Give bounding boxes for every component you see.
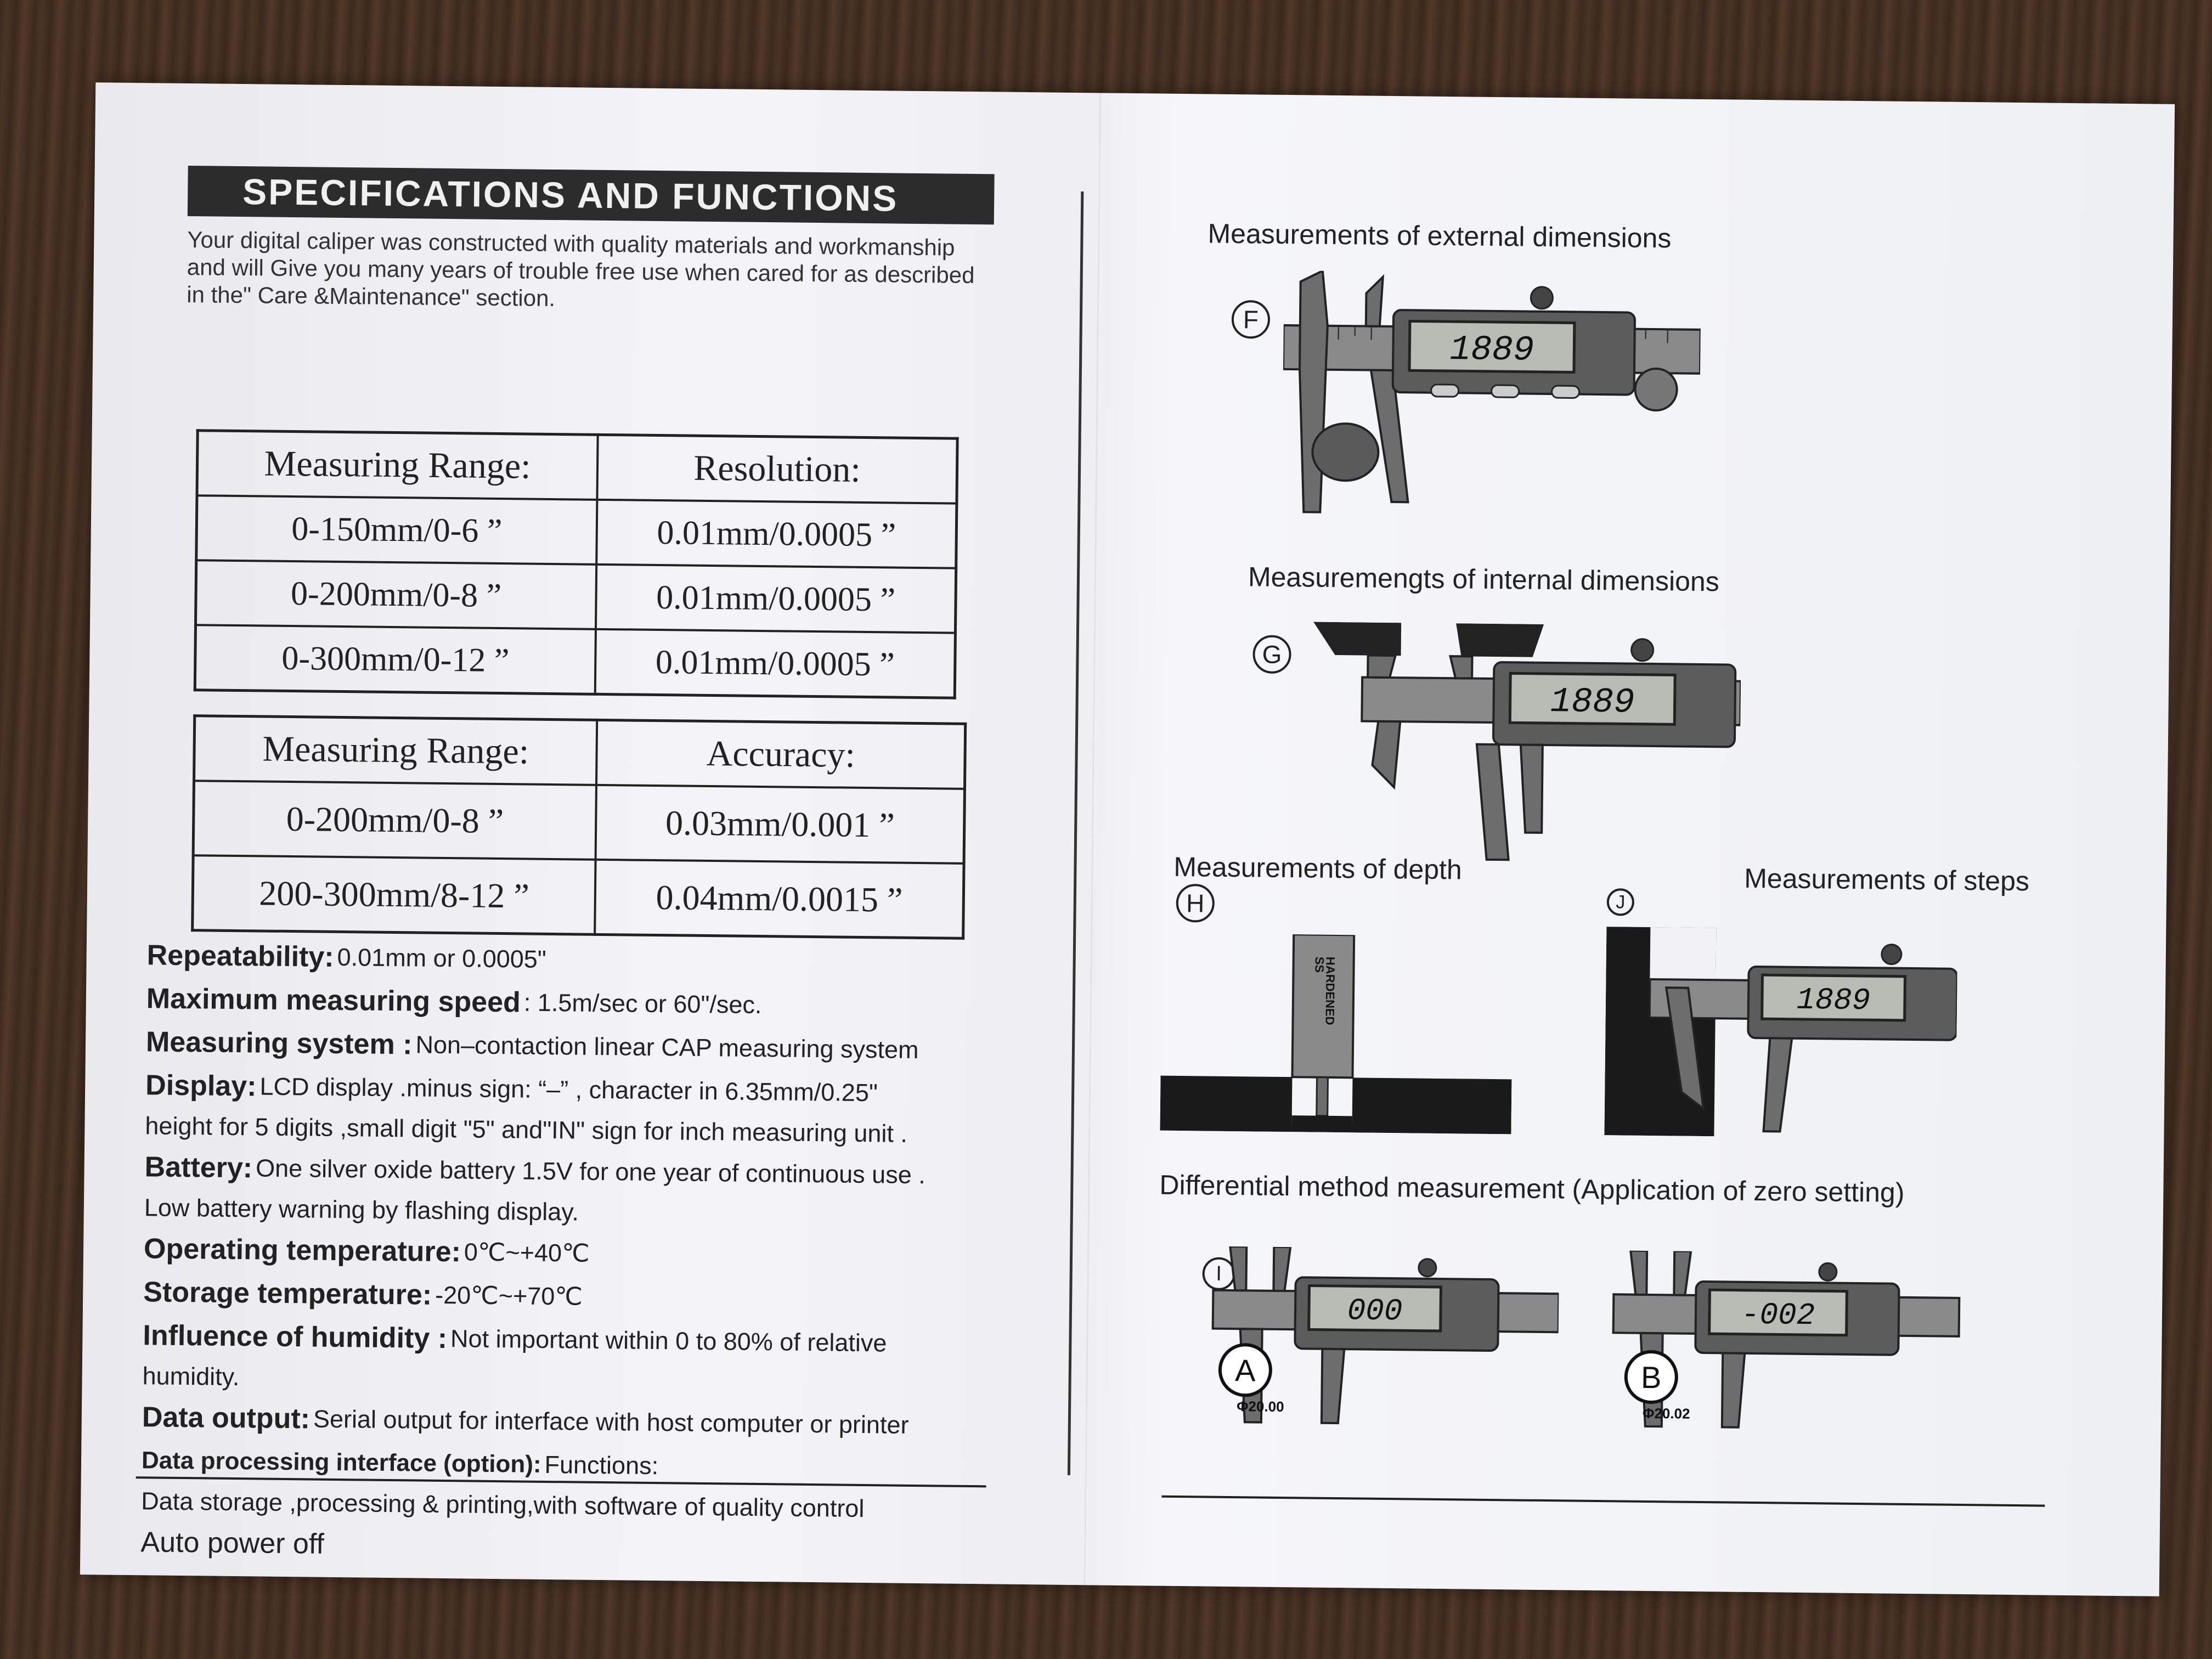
col-header-range: Measuring Range: bbox=[194, 716, 597, 785]
marker-h: H bbox=[1176, 884, 1215, 923]
circle-letter-a: A bbox=[1234, 1353, 1256, 1388]
spec-label: Data output: bbox=[142, 1401, 311, 1435]
differential-b-illustration bbox=[1601, 1250, 1965, 1452]
spec-label: Measuring system : bbox=[145, 1025, 413, 1060]
table-row bbox=[193, 855, 964, 938]
internal-caliper-illustration bbox=[1311, 622, 1741, 873]
table-cell: 0.01mm/0.0005 ” bbox=[596, 500, 957, 568]
intro-text: Your digital caliper was constructed with quality materials and workmanship and will Give you many years of trouble free use when cared for as described in the" Care &Maintenance" section. bbox=[187, 226, 975, 312]
table-cell: 0.04mm/0.0015 ” bbox=[595, 860, 964, 939]
lcd-readout: 1889 bbox=[1796, 982, 1871, 1019]
spec-battery-cont: Low battery warning by flashing display. bbox=[144, 1193, 579, 1226]
spec-value: Serial output for interface with host computer or printer bbox=[313, 1404, 909, 1439]
lcd-readout: 1889 bbox=[1550, 682, 1635, 723]
spec-auto-power-off: Auto power off bbox=[140, 1526, 325, 1560]
spec-list bbox=[140, 933, 1058, 1573]
spec-label: Operating temperature: bbox=[143, 1232, 461, 1268]
dimension-a: Φ20.00 bbox=[1237, 1398, 1284, 1415]
caption-depth: Measurements of depth bbox=[1173, 851, 1463, 885]
caption-internal: Measuremengts of internal dimensions bbox=[1248, 561, 1720, 597]
paper-fold bbox=[1084, 93, 1101, 1585]
marker-g: G bbox=[1252, 635, 1291, 674]
table-cell: 0-300mm/0-12 ” bbox=[195, 625, 596, 694]
table-row bbox=[193, 781, 964, 864]
spec-value: Functions: bbox=[544, 1450, 659, 1480]
table-cell: 0.01mm/0.0005 ” bbox=[596, 565, 956, 633]
spec-value: : 1.5m/sec or 60"/sec. bbox=[523, 988, 762, 1019]
right-bottom-rule bbox=[1161, 1496, 2045, 1507]
spec-humidity-cont: humidity. bbox=[142, 1362, 240, 1391]
marker-j: J bbox=[1607, 888, 1635, 916]
spec-value: 0.01mm or 0.0005" bbox=[337, 943, 547, 973]
spec-value: Non–contaction linear CAP measuring system bbox=[415, 1030, 919, 1064]
table-cell: 0-200mm/0-8 ” bbox=[193, 781, 596, 860]
section-title: SPECIFICATIONS AND FUNCTIONS bbox=[188, 166, 995, 224]
table-row bbox=[196, 495, 957, 568]
depth-illustration bbox=[1160, 933, 1513, 1135]
table-cell: 0.03mm/0.001 ” bbox=[596, 785, 965, 864]
table-header-row bbox=[194, 716, 966, 789]
accuracy-table bbox=[191, 714, 967, 940]
table-cell: 0.01mm/0.0005 ” bbox=[595, 629, 956, 698]
table-header-row bbox=[197, 431, 957, 504]
table-row bbox=[195, 560, 956, 633]
spec-value: Not important within 0 to 80% of relative bbox=[450, 1324, 887, 1357]
block-label-top: SS bbox=[1312, 956, 1327, 973]
spec-data-processing-cont: Data storage ,processing & printing,with software of quality control bbox=[141, 1487, 865, 1523]
caption-steps: Measurements of steps bbox=[1744, 862, 2030, 897]
instruction-sheet bbox=[80, 82, 2175, 1596]
spec-label: Data processing interface (option): bbox=[141, 1446, 541, 1478]
spec-label: Storage temperature: bbox=[143, 1276, 432, 1311]
col-header-resolution: Resolution: bbox=[597, 435, 957, 503]
external-caliper-illustration bbox=[1282, 270, 1701, 527]
differential-a-illustration bbox=[1195, 1246, 1559, 1447]
marker-f: F bbox=[1232, 300, 1271, 339]
spec-value: LCD display .minus sign: “–” , character in 6.35mm/0.25" bbox=[259, 1071, 878, 1107]
block-label: HARDENED bbox=[1323, 956, 1338, 1025]
col-header-range: Measuring Range: bbox=[197, 431, 598, 500]
col-header-accuracy: Accuracy: bbox=[596, 720, 965, 789]
table-cell: 0-200mm/0-8 ” bbox=[195, 560, 596, 629]
resolution-table bbox=[194, 429, 959, 699]
lcd-readout: -002 bbox=[1741, 1297, 1815, 1334]
spec-value: 0℃~+40℃ bbox=[464, 1238, 590, 1267]
dimension-b: Φ20.02 bbox=[1642, 1404, 1690, 1422]
lcd-readout: 1889 bbox=[1449, 330, 1534, 371]
page-divider bbox=[1068, 191, 1084, 1475]
table-cell: 0-150mm/0-6 ” bbox=[196, 495, 597, 565]
table-cell: 200-300mm/8-12 ” bbox=[193, 855, 596, 934]
spec-value: -20℃~+70℃ bbox=[435, 1280, 583, 1311]
circle-letter-b: B bbox=[1640, 1359, 1662, 1395]
spec-value: One silver oxide battery 1.5V for one year of continuous use . bbox=[255, 1153, 926, 1189]
caption-external: Measurements of external dimensions bbox=[1207, 218, 1672, 254]
table-row bbox=[195, 625, 955, 698]
caption-differential: Differential method measurement (Application of zero setting) bbox=[1159, 1169, 1905, 1208]
spec-label: Influence of humidity : bbox=[143, 1319, 448, 1355]
marker-i: I bbox=[1202, 1257, 1235, 1290]
spec-label: Display: bbox=[145, 1069, 257, 1102]
spec-display-cont: height for 5 digits ,small digit "5" and"IN" sign for inch measuring unit . bbox=[145, 1111, 908, 1148]
spec-label: Maximum measuring speed bbox=[146, 982, 521, 1018]
spec-label: Repeatability: bbox=[146, 939, 334, 973]
lcd-readout: 000 bbox=[1347, 1293, 1403, 1329]
left-page bbox=[140, 166, 1066, 1560]
spec-label: Battery: bbox=[144, 1150, 253, 1184]
steps-caliper-illustration bbox=[1604, 927, 1957, 1139]
right-page bbox=[1159, 94, 2175, 1596]
